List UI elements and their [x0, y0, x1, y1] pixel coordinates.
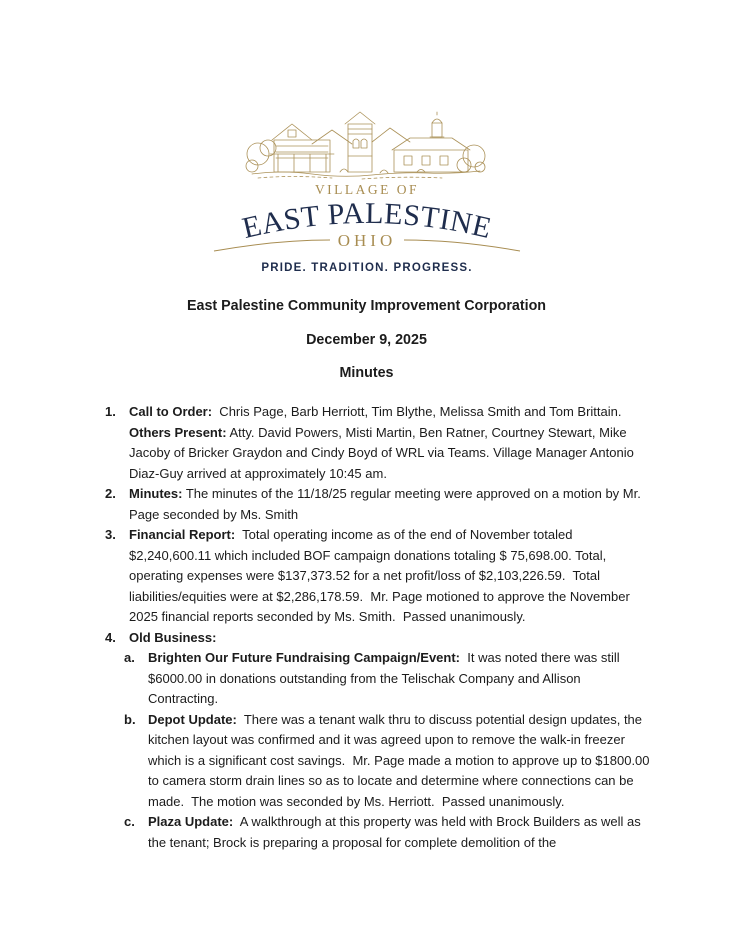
- minutes-subitem: [124, 812, 653, 853]
- minutes-sublist: [124, 648, 653, 853]
- item-text: Old Business:: [129, 629, 217, 645]
- item-marker: 1.: [105, 404, 116, 419]
- minutes-item: [105, 484, 653, 525]
- logo-name-arched-text: EAST PALESTINE: [238, 196, 495, 246]
- item-marker: b.: [124, 711, 136, 727]
- item-text: Call to Order: Chris Page, Barb Herriott, Tim Blythe, Melissa Smith and Tom Brittain. Others Present: Atty. David Powers, Misti Martin, Ben Ratner, Courtney Stewart, Mike Jacoby of Bricker Graydon and Cindy Boyd of WRL via Teams. Village Manager Antonio Diaz-Guy arrived at approximately 10:45 am.: [129, 404, 638, 481]
- logo-state-text: OHIO: [337, 231, 396, 250]
- minutes-item: [105, 525, 653, 628]
- minutes-subitem: [124, 648, 653, 710]
- item-marker: 3.: [105, 527, 116, 542]
- logo-left-rule: [214, 240, 330, 251]
- item-text: Plaza Update: A walkthrough at this property was held with Brock Builders as well as the tenant; Brock is preparing a proposal for complete demolition of the: [148, 814, 645, 850]
- logo-right-rule: [404, 240, 520, 251]
- village-logo: [0, 110, 733, 278]
- meeting-date: December 9, 2025: [306, 332, 427, 348]
- logo-village-of-text: VILLAGE OF: [314, 182, 419, 197]
- minutes-list: [105, 402, 653, 853]
- item-text: Brighten Our Future Fundraising Campaign/Event: It was noted there was still $6000.00 in donations outstanding from the Telischak Company and Allison Contracting.: [148, 650, 624, 706]
- item-marker: 2.: [105, 486, 116, 501]
- document-headings: [0, 298, 733, 382]
- village-illustration-icon: [246, 112, 485, 179]
- logo-tagline-text: PRIDE. TRADITION. PROGRESS.: [260, 262, 473, 274]
- item-text: Financial Report: Total operating income as of the end of November totaled $2,240,600.11 which included BOF campaign donations totaling $ 75,698.00. Total, operating expenses were $137,373.52 for a net profit/loss of $2,103,226.59. Total liabilities/equities were at $2,286,178.59. Mr. Page motioned to approve the November 2025 financial reports seconded by Ms. Smith. Passed unanimously.: [129, 527, 634, 624]
- doc-type-title: Minutes: [339, 365, 394, 381]
- minutes-item: [105, 628, 653, 649]
- minutes-item: [105, 402, 653, 484]
- item-text: Minutes: The minutes of the 11/18/25 regular meeting were approved on a motion by Mr. Page seconded by Ms. Smith: [129, 486, 645, 522]
- village-logo-svg: [212, 110, 522, 278]
- item-marker: 4.: [105, 629, 116, 645]
- item-marker: a.: [124, 650, 135, 665]
- item-text: Depot Update: There was a tenant walk thru to discuss potential design updates, the kitchen layout was confirmed and it was agreed upon to remove the walk-in freezer which is a significant cost savings. Mr. Page made a motion to approve up to $1800.00 to camera storm drain lines so as to locate and determine where connections can be made. The motion was seconded by Ms. Herriott. Passed unanimously.: [148, 711, 654, 809]
- item-marker: c.: [124, 814, 135, 829]
- org-title: East Palestine Community Improvement Corporation: [186, 298, 547, 314]
- minutes-subitem: [124, 710, 653, 813]
